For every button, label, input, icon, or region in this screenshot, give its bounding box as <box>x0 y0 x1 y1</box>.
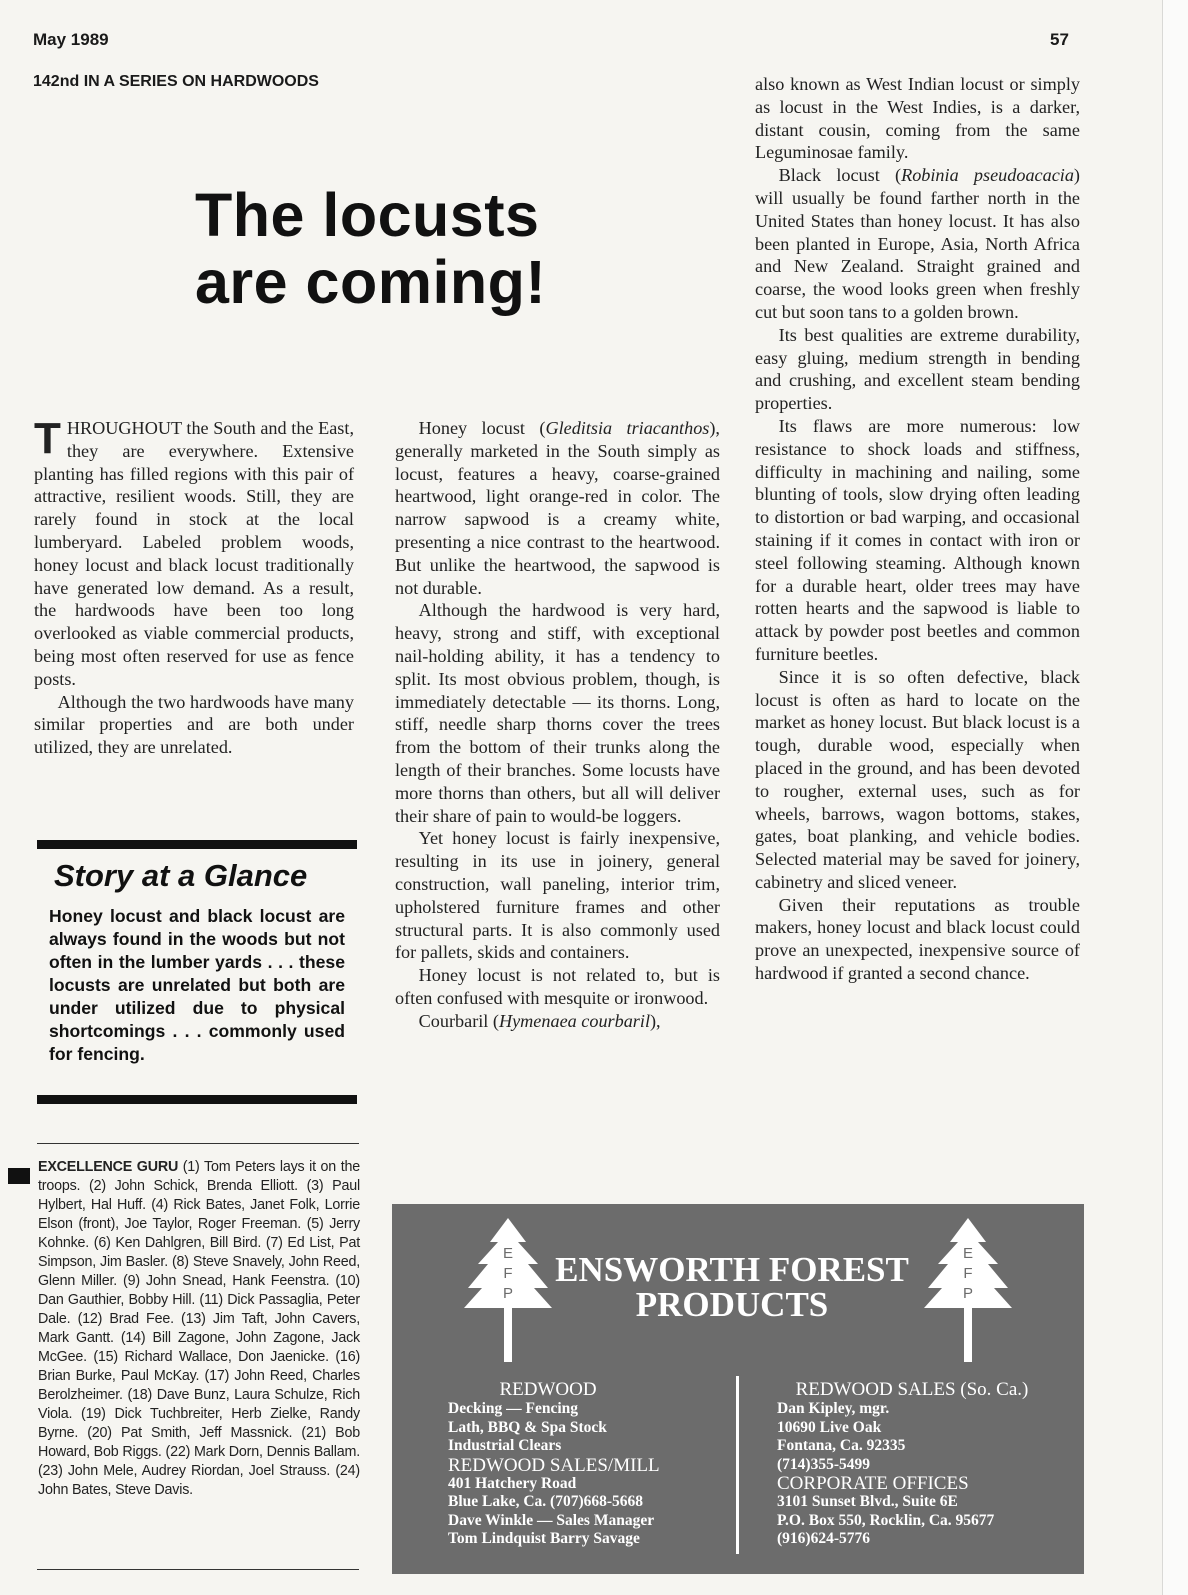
article-column-1 <box>34 414 354 759</box>
ad-socal-sales-info: REDWOOD SALES (So. Ca.) Dan Kipley, mgr. 10690 Live Oak Fontana, Ca. 92335 (714)355-5499 CORPORATE OFFICES 3101 Sunset Blvd., Suite 6E P.O. Box 550, Rocklin, Ca. 95677 (916)624-5776 <box>777 1380 1077 1549</box>
ad-subheading: REDWOOD SALES/MILL <box>448 1454 660 1476</box>
tree-logo-icon <box>462 1218 554 1364</box>
page-edge <box>1162 0 1188 1595</box>
svg-text:P: P <box>502 1285 514 1302</box>
credits-text: (1) Tom Peters lays it on the troops. (2) John Schick, Brenda Elliott. (3) Paul Hylbert, Hal Huff. (4) Rick Bates, Janet Folk, Lorrie Elson (front), Joe Taylor, Roger Freeman. (5) Jerry Kohnke. (6) Ken Dahlgren, Bill Bird. (7) Ed List, Pat Simpson, Jim Basler. (8) Steve Snavely, John Reed, Glenn Miller. (9) John Snead, Hank Feenstra. (10) Dan Gauthier, Bobby Hill. (11) Dick Passaglia, Peter Dale. (12) Brad Fee. (13) Jim Taft, John Cavers, Mark Gantt. (14) Bill Zagone, John Zagone, Jack McGee. (15) Richard Wallace, Don Jaenicke. (16) Brian Burke, Paul McKay. (17) John Reed, Charles Berolzheimer. (18) Dave Bunz, Laura Schulze, Rich Viola. (19) Dick Tuchbreiter, Herb Zielke, Randy Byrne. (20) Pat Smith, Jeff Massnick. (21) Bob Howard, Bob Riggs. (22) Mark Dorn, Dennis Ballam. (23) John Mele, Audrey Riordan, Joel Strauss. (24) John Bates, Steve Davis. <box>38 1159 360 1498</box>
margin-marker <box>8 1168 30 1184</box>
article-headline <box>195 182 615 316</box>
article-paragraph: Although the hardwood is very hard, heavy, strong and stiff, with exceptional nail-holding ability, it has a tendency to split. Its most obvious problem, though, is immediately detectable — its thorns. Long, stiff, needle sharp thorns cover the trees from the bottom of their trunks along the length of their branches. Some locusts have more thorns than others, but all will deliver their share of pain to would-be loggers. <box>395 600 720 826</box>
headline-line-1: The locusts <box>195 181 540 249</box>
tree-logo-icon <box>922 1218 1014 1364</box>
svg-text:F: F <box>503 1265 513 1282</box>
article-paragraph: THROUGHOUT the South and the East, they are everywhere. Extensive planting has filled regions with this pair of attractive, resilient woods. Still, they are rarely found in stock at the local lumberyard. Labeled problem woods, honey locust and black locust traditionally have generated low demand. As a result, the hardwoods have been too long overlooked as viable commercial products, being most often reserved for use as fence posts. <box>34 414 354 689</box>
svg-text:E: E <box>502 1245 514 1262</box>
credits-bottom-rule <box>37 1569 359 1570</box>
svg-text:F: F <box>963 1265 973 1282</box>
ad-subheading: CORPORATE OFFICES <box>777 1473 969 1494</box>
company-name: ENSWORTH FOREST PRODUCTS <box>555 1250 909 1324</box>
glance-summary: Honey locust and black locust are always found in the woods but not often in the lumber yards . . . these locusts are unrelated but both are under utilized due to physical shortcomings . . . commonly used for fencing. <box>49 906 345 1064</box>
article-paragraph: Its flaws are more numerous: low resistance to shock loads and stiffness, difficulty in machining and nailing, some blunting of tools, slow drying often leading to distortion or bad warping, and occasional staining if it comes in contact with iron or steel following steaming. Although known for a durable heart, older trees may have rotten hearts and the sapwood is liable to attack by powder post beetles and common furniture beetles. <box>755 415 1080 664</box>
story-at-a-glance <box>37 840 357 1108</box>
article-paragraph: Honey locust (Gleditsia triacanthos), generally marketed in the South simply as locust, features a heavy, coarse-grained heartwood, light orange-red in color. The narrow sapwood is a creamy white, presenting a nice contrast to the heartwood. But unlike the heartwood, the sapwood is not durable. <box>395 418 720 598</box>
article-paragraph: Yet honey locust is fairly inexpensive, resulting in its use in joinery, general construction, wall paneling, interior trim, upholstered furniture frames and other structural parts. It is also commonly used for pallets, skids and containers. <box>395 828 720 963</box>
glance-title: Story at a Glance <box>54 858 308 893</box>
drop-cap: T <box>34 414 61 463</box>
article-paragraph: Its best qualities are extreme durability, easy gluing, medium strength in bending and crushing, and excellent steam bending properties. <box>755 324 1080 414</box>
svg-text:E: E <box>962 1245 974 1262</box>
photo-credits <box>38 1158 360 1500</box>
article-paragraph: Although the two hardwoods have many similar properties and are both under utilized, they are unrelated. <box>34 691 354 758</box>
article-column-2 <box>395 417 720 1033</box>
issue-date: May 1989 <box>33 30 109 49</box>
svg-text:P: P <box>962 1285 974 1302</box>
ensworth-advertisement <box>392 1204 1084 1574</box>
page-number: 57 <box>1050 30 1069 49</box>
ad-heading: REDWOOD <box>499 1379 597 1400</box>
article-paragraph: also known as West Indian locust or simply as locust in the West Indies, is a darker, distant cousin, coming from the same Leguminosae family. <box>755 74 1080 163</box>
series-label: 142nd IN A SERIES ON HARDWOODS <box>33 73 319 90</box>
glance-bottom-rule <box>37 1095 357 1104</box>
article-paragraph: Honey locust is not related to, but is often confused with mesquite or ironwood. <box>395 965 720 1008</box>
ad-heading: REDWOOD SALES (So. Ca.) <box>795 1379 1029 1400</box>
credits-top-rule <box>37 1143 359 1144</box>
ad-divider <box>736 1376 739 1554</box>
ad-redwood-mill-info: REDWOOD Decking — Fencing Lath, BBQ & Spa Stock Industrial Clears REDWOOD SALES/MILL 401 Hatchery Road Blue Lake, Ca. (707)668-5668 Dave Winkle — Sales Manager Tom Lindquist Barry Savage <box>448 1380 718 1549</box>
article-paragraph: Since it is so often defective, black locust is often as hard to locate on the market as honey locust. But black locust is a tough, durable wood, especially when placed in the ground, and has been devoted to rougher, external uses, such as for wheels, barrows, wagon bottoms, stakes, gates, boat planking, and vehicle bodies. Selected material may be saved for joinery, cabinetry and sliced veneer. <box>755 666 1080 892</box>
article-paragraph: Given their reputations as trouble makers, honey locust and black locust could prove an unexpected, inexpensive source of hardwood if granted a second chance. <box>755 894 1080 984</box>
credits-lead: EXCELLENCE GURU <box>38 1159 179 1175</box>
article-paragraph: Courbaril (Hymenaea courbaril), <box>418 1010 661 1031</box>
article-column-3 <box>755 73 1080 985</box>
headline-line-2: are coming! <box>195 248 547 316</box>
glance-top-rule <box>37 840 357 849</box>
article-paragraph: Black locust (Robinia pseudoacacia) will usually be found farther north in the United States than honey locust. It has also been planted in Europe, Asia, North Africa and New Zealand. Straight grained and coarse, the wood looks green when freshly cut but soon tans to a golden brown. <box>755 165 1080 322</box>
